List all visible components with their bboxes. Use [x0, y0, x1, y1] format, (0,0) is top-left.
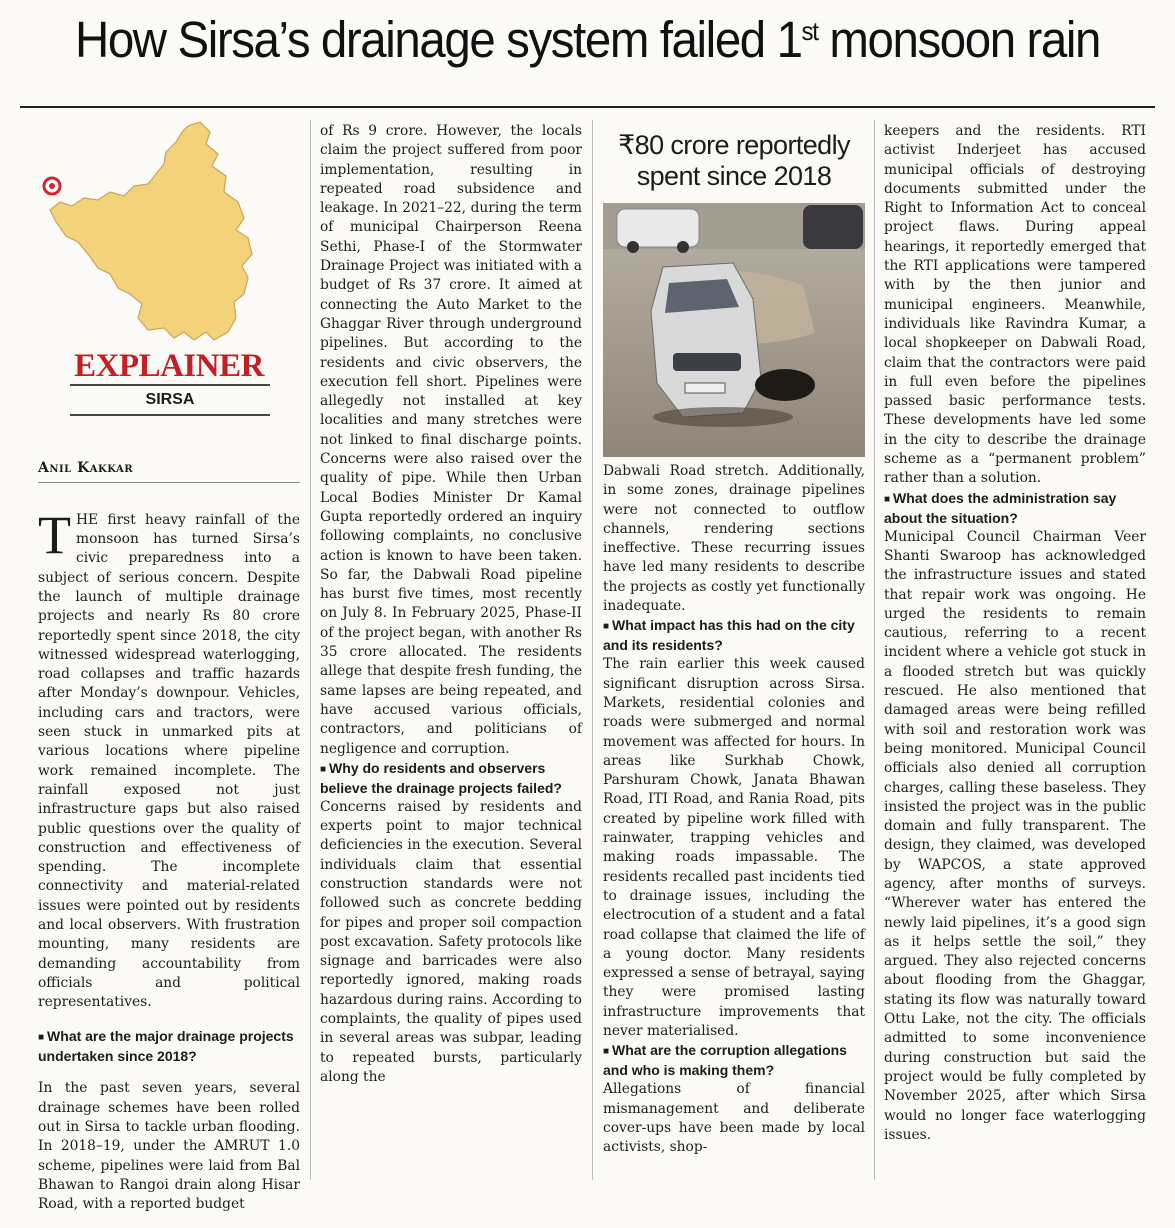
question-heading: ■ What impact has this had on the city and its residents? — [603, 617, 855, 654]
square-bullet-icon: ■ — [603, 621, 610, 633]
byline: Anil Kakkar — [38, 460, 134, 476]
column-1 — [38, 497, 300, 1228]
paragraph: Allegations of financial mismanagement and deliberate cover-ups have been made by local activists, shop- — [603, 1081, 865, 1156]
square-bullet-icon: ■ — [884, 493, 891, 505]
section-label: EXPLAINER — [74, 348, 264, 384]
photo-car-in-pit — [603, 203, 865, 457]
column-divider — [874, 120, 875, 1180]
column-3 — [603, 462, 865, 1158]
question-heading: ■ Why do residents and observers believe the drainage projects failed? — [320, 759, 562, 796]
car — [651, 263, 761, 417]
square-bullet-icon: ■ — [320, 763, 327, 775]
dropcap: T — [38, 504, 71, 565]
paragraph: Dabwali Road stretch. Additionally, in some zones, drainage pipelines were not connected to outflow channels, rendering sections ineffective. These recurring issues have led many residents to describe the projects as costly yet functionally inadequate. — [603, 463, 865, 615]
column-2 — [320, 122, 582, 1087]
byline-rule — [38, 482, 300, 483]
headline-rule — [20, 106, 1155, 108]
paragraph: of Rs 9 crore. However, the locals claim the project suffered from poor implementation, resulting in repeated road subsidence and leakage. In 2021–22, during the term of municipal Chairperson Reena Sethi, Phase-I of the Stormwater Drainage Project was initiated with a budget of Rs 37 crore. It aimed at connecting the Auto Market to the Ghaggar River through underground pipelines. But according to the residents and civic observers, the execution fell short. Pipelines were allegedly not installed at key localities and many stretches were not linked to final discharge points. Concerns were also raised over the quality of pipe. While then Urban Local Bodies Minister Dr Kamal Gupta reportedly ordered an inquiry following complaints, no conclusive action is known to have been taken. So far, the Dabwali Road pipeline has burst five times, most recently on July 8. In February 2025, Phase-II of the project began, with another Rs 35 crore allocated. The residents allege that despite fresh funding, the same lapses are being repeated, and have accused various officials, contractors, and politicians of negligence and corruption. — [320, 123, 582, 757]
square-bullet-icon: ■ — [603, 1046, 610, 1058]
question-heading: ■ What are the corruption allegations and who is making them? — [603, 1042, 847, 1079]
haryana-map — [38, 118, 300, 353]
paragraph: Municipal Council Chairman Veer Shanti Swaroop has acknowledged the infrastructure issues and stated that repair work was ongoing. He urged the residents to remain cautious, referring to a recent incident where a vehicle got stuck in a flooded stretch but was quickly rescued. He also mentioned that damaged areas were being refilled with soil and restoration work was being monitored. Municipal Council officials also denied all corruption charges, calling these baseless. They insisted the project was in the public domain and fully transparent. The design, they claimed, was developed by WAPCOS, a state approved agency, after months of surveys. “Wherever water has entered the newly laid pipelines, it’s a good sign as it helps settle the soil,” they argued. They also rejected concerns about flooding from the Ghaggar, stating its flow was naturally toward Ottu Lake, not the city. The officials admitted to some inconvenience during construction but said the project would be fully completed by November 2025, after which Sirsa would no longer face waterlogging issues. — [884, 528, 1146, 1143]
location-tag: SIRSA — [70, 384, 270, 416]
paragraph: The rain earlier this week caused significant disruption across Sirsa. Markets, residential colonies and roads were submerged and normal movement was affected for hours. In areas like Surkhab Chowk, Parshuram Chowk, Janata Bhawan Road, ITI Road, and Rania Road, pits created by pipeline work filled with rainwater, trapping vehicles and making roads impassable. The residents recalled past incidents tied to drainage issues, including the electrocution of a student and a fatal road collapse that claimed the life of a young doctor. Many residents expressed a sense of betrayal, saying they were promised lasting infrastructure improvements that never materialised. — [603, 656, 865, 1040]
photo-title: ₹80 crore reportedly spent since 2018 — [618, 130, 850, 191]
column-divider — [592, 120, 593, 1180]
location-pin-icon — [44, 178, 60, 194]
paragraph: keepers and the residents. RTI activist Inderjeet has accused municipal officials of destroying documents submitted under the Right to Information Act to conceal project flaws. During appeal hearings, it reportedly emerged that the RTI applications were tampered with by the then junior and municipal engineers. Meanwhile, individuals like Ravindra Kumar, a local shopkeeper on Dabwali Road, claim that the contractors were paid in full even before the pipelines passed basic performance tests. These developments have led some in the city to describe the drainage scheme as a “permanent problem” rather than a solution. — [884, 123, 1146, 487]
question-heading: ■ What are the major drainage projects undertaken since 2018? — [38, 1027, 294, 1064]
state-outline — [50, 122, 252, 340]
column-divider — [310, 120, 311, 1180]
headline: How Sirsa’s drainage system failed 1st monsoon rain — [74, 11, 1101, 68]
question-heading: ■ What does the administration say about the situation? — [884, 489, 1117, 526]
paragraph: In the past seven years, several drainage schemes have been rolled out in Sirsa to tackle urban flooding. In 2018–19, under the AMRUT 1.0 scheme, pipelines were laid from Bal Bhawan to Rangoi drain along Hisar Road, with a reported budget — [38, 1080, 300, 1213]
column-4 — [884, 122, 1146, 1145]
pit — [755, 369, 815, 401]
paragraph: Concerns raised by residents and experts point to major technical deficiencies in the execution. Several individuals claim that essential construction standards were not followed such as concrete bedding for pipes and proper soil compaction post excavation. Safety protocols like signage and barricades were also reportedly ignored, making roads hazardous during rains. According to complaints, the quality of pipes used in several areas was subpar, leading to repeated bursts, particularly along the — [320, 798, 582, 1085]
paragraph: HE first heavy rainfall of the monsoon has turned Sirsa’s civic preparedness into a subject of serious concern. Despite the launch of multiple drainage projects and nearly Rs 80 crore reportedly spent since 2018, the city witnessed widespread waterlogging, road collapses and traffic hazards after Monday’s downpour. Vehicles, including cars and tractors, were seen stuck in unmarked pits at various locations where pipeline work remained incomplete. The rainfall exposed not just infrastructure gaps but also raised public questions over the quality of construction and effectiveness of spending. The incomplete connectivity and material-related issues were pointed out by residents and local observers. With frustration mounting, many residents are demanding accountability from officials and political representatives. — [38, 511, 300, 1011]
square-bullet-icon: ■ — [38, 1031, 45, 1043]
